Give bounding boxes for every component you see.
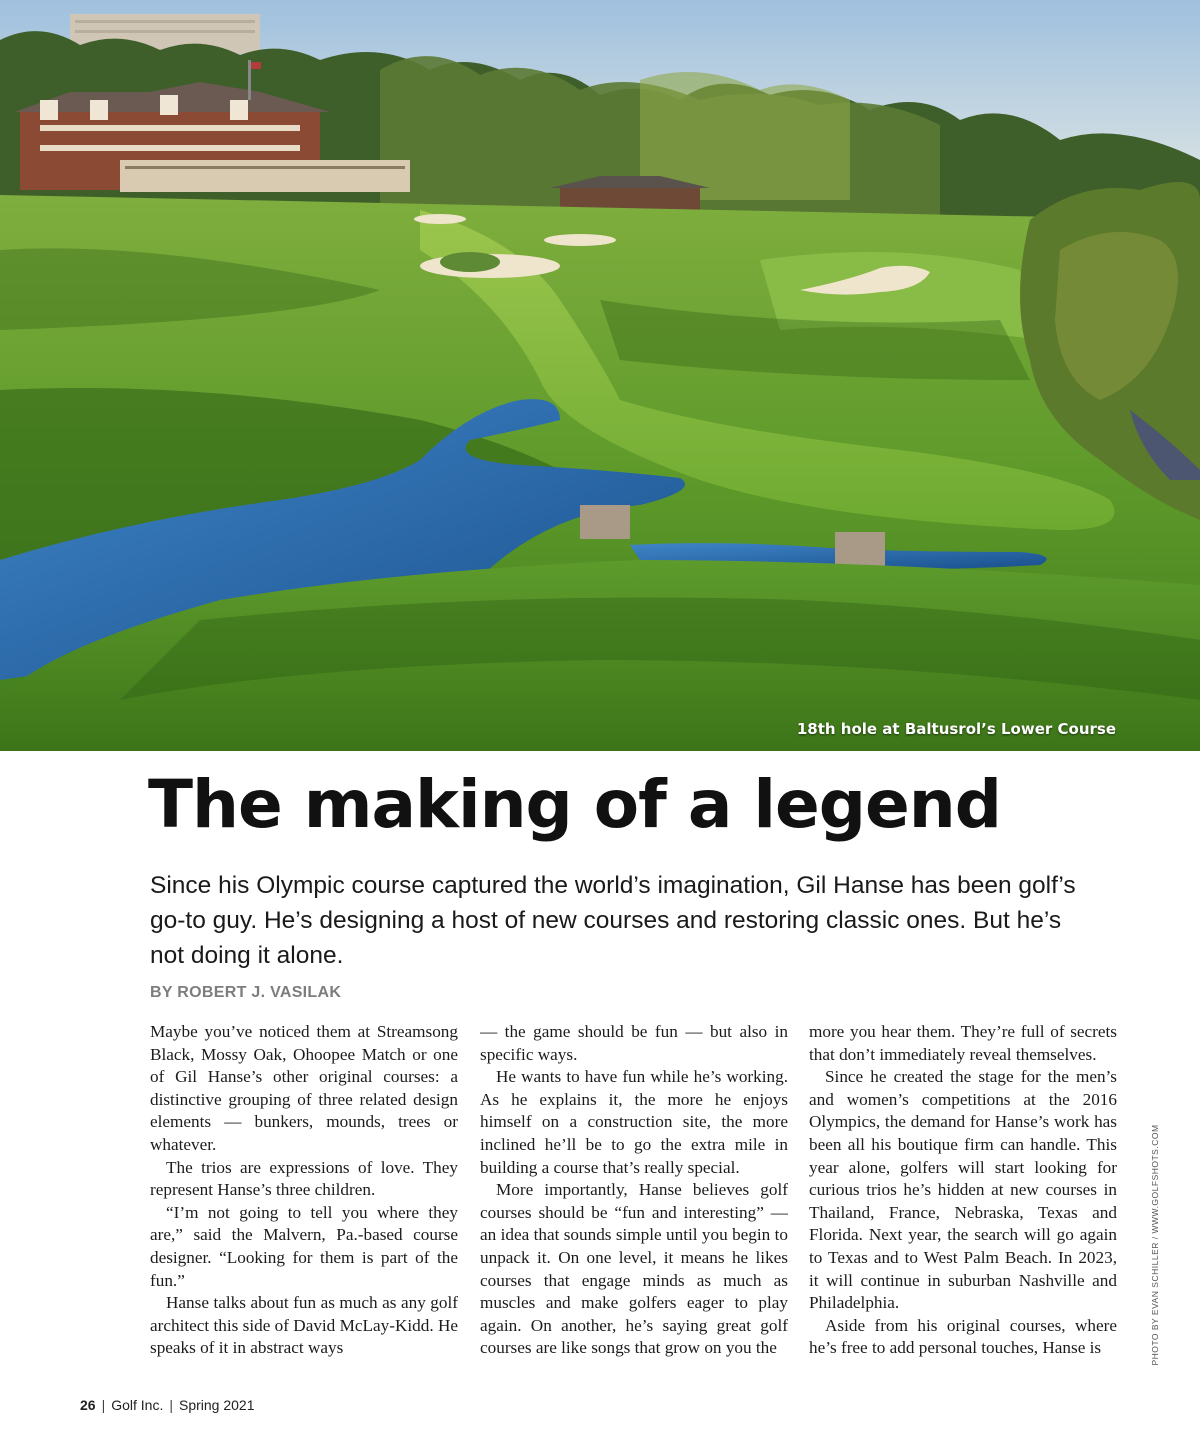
paragraph: More importantly, Hanse believes golf courses should be “fun and interesting” — an idea that sounds simple until you begin to unpack it. On one level, it means he likes courses that engage minds as much as muscles and make golfers eager to play again. On another, he’s saying great golf courses are like songs that grow on you the: [480, 1180, 788, 1358]
body-column-2: [480, 1021, 788, 1391]
body-column-1: [150, 1021, 458, 1391]
paragraph: more you hear them. They’re full of secrets that don’t immediately reveal themselves.: [809, 1022, 1117, 1064]
paragraph: Aside from his original courses, where he’s free to add personal touches, Hanse is: [809, 1315, 1117, 1358]
paragraph: The trios are expressions of love. They represent Hanse’s three children.: [150, 1157, 458, 1200]
paragraph: Hanse talks about fun as much as any golf architect this side of David McLay-Kidd. He speaks of it in abstract ways: [150, 1293, 458, 1358]
paragraph: He wants to have fun while he’s working. As he explains it, the more he enjoys himself on a construction site, the more inclined he’ll be to go the extra mile in building a course that’s really special.: [480, 1067, 788, 1177]
footer-divider: |: [169, 1397, 173, 1413]
article-headline: The making of a legend: [148, 766, 1001, 843]
article-byline: BY ROBERT J. VASILAK: [150, 984, 342, 1001]
body-column-3: [809, 1021, 1117, 1391]
article-deck: Since his Olympic course captured the world’s imagination, Gil Hanse has been golf’s go-to guy. He’s designing a host of new courses and restoring classic ones. But he’s not doing it alone.: [150, 872, 1076, 969]
photo-credit: PHOTO BY EVAN SCHILLER / WWW.GOLFSHOTS.COM: [1150, 1124, 1160, 1366]
footer-divider: |: [101, 1397, 106, 1413]
page-footer: [80, 1397, 255, 1413]
issue-date: Spring 2021: [179, 1397, 255, 1413]
paragraph: — the game should be fun — but also in specific ways.: [480, 1022, 788, 1064]
photo-caption: 18th hole at Baltusrol’s Lower Course: [796, 720, 1116, 738]
page-number: 26: [80, 1397, 96, 1413]
publication-name: Golf Inc.: [111, 1397, 164, 1413]
paragraph: Maybe you’ve noticed them at Streamsong Black, Mossy Oak, Ohoopee Match or one of Gil Hanse’s other original courses: a distinctive grouping of three related design elements — bunkers, mounds, trees or whatever.: [150, 1022, 458, 1154]
paragraph: Since he created the stage for the men’s and women’s competitions at the 2016 Olympics, the demand for Hanse’s work has been all his boutique firm can handle. This year alone, golfers will start looking for curious trios he’s hidden at new courses in Thailand, France, Nebraska, Texas and Florida. Next year, the search will go again to Texas and to West Palm Beach. In 2023, it will continue in suburban Nashville and Philadelphia.: [809, 1067, 1117, 1313]
paragraph: “I’m not going to tell you where they are,” said the Malvern, Pa.-based course designer. “Looking for them is part of the fun.”: [150, 1202, 458, 1290]
